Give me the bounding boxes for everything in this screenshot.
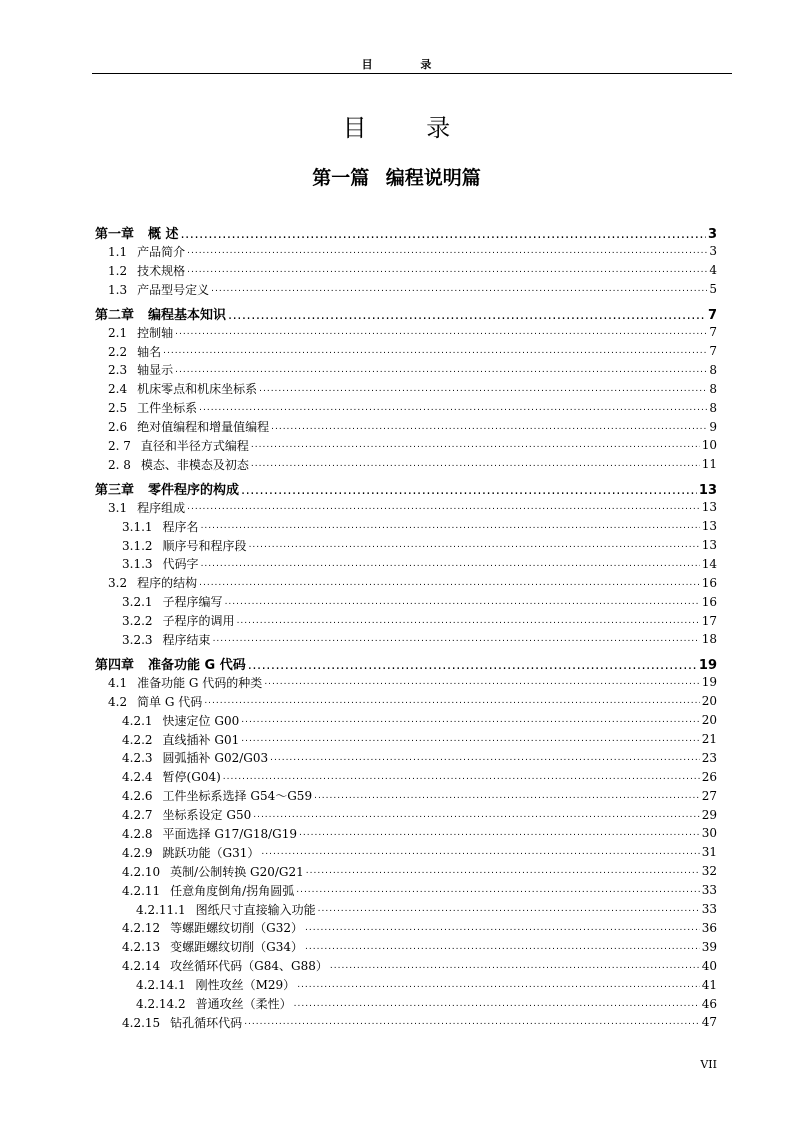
- toc-entry-label: [108, 693, 202, 710]
- toc-entry-number: 2. 7: [108, 438, 131, 453]
- toc-entry-title: 准备功能 G 代码的种类: [137, 675, 263, 690]
- dot-leader: [237, 616, 700, 626]
- dot-leader: [199, 578, 700, 588]
- toc-entry-page: 23: [701, 750, 717, 765]
- toc-entry-title: 编程基本知识: [148, 307, 227, 323]
- toc-entry-page: 8: [709, 400, 717, 415]
- dot-leader: [251, 459, 700, 469]
- toc-entry-title: 等螺距螺纹切削（G32）: [170, 921, 304, 936]
- toc-entry[interactable]: [95, 455, 717, 474]
- dot-leader: [271, 422, 707, 432]
- toc-entry[interactable]: [95, 1013, 717, 1032]
- toc-entry[interactable]: [95, 436, 717, 455]
- toc-entry-title: 控制轴: [137, 325, 174, 340]
- toc-entry-number: 第二章: [95, 307, 135, 323]
- toc-entry-label: [136, 901, 316, 918]
- dot-leader: [201, 559, 700, 569]
- toc-entry-label: [122, 731, 239, 748]
- toc-entry-label: [122, 787, 312, 804]
- toc-entry-label: [108, 674, 262, 691]
- toc-chapter-entry[interactable]: [95, 218, 717, 242]
- toc-entry[interactable]: [95, 398, 717, 417]
- toc-entry-label: [108, 243, 185, 260]
- toc-entry-page: 3: [709, 244, 717, 259]
- toc-entry-page: 27: [701, 788, 717, 803]
- toc-entry-page: 13: [701, 519, 717, 534]
- toc-entry-page: 8: [709, 362, 717, 377]
- toc-entry[interactable]: [95, 975, 717, 994]
- toc-entry[interactable]: [95, 379, 717, 398]
- toc-entry-label: [122, 844, 259, 861]
- toc-entry-label: [122, 957, 328, 974]
- dot-leader: [305, 923, 700, 933]
- toc-entry-label: [108, 324, 173, 341]
- toc-entry-number: 1.2: [108, 263, 128, 278]
- dot-leader: [251, 440, 700, 450]
- toc-entry-number: 4.2.9: [122, 845, 153, 860]
- toc-entry-title: 钻孔循环代码: [170, 1015, 243, 1030]
- dot-leader: [294, 999, 700, 1009]
- toc-entry-label: [108, 574, 197, 591]
- toc-entry-title: 快速定位 G00: [162, 713, 240, 728]
- toc-entry-label: [108, 380, 257, 397]
- toc-entry-title: 代码字: [162, 557, 199, 572]
- toc-entry-page: 7: [709, 344, 717, 358]
- toc-entry-number: 4.2.15: [122, 1015, 161, 1030]
- toc-entry-number: 4.2.14.2: [136, 997, 186, 1011]
- part-title: 第一篇 编程说明篇: [312, 167, 481, 189]
- toc-entry-title: 产品型号定义: [137, 282, 210, 297]
- toc-entry-page: 7: [709, 325, 717, 340]
- toc-entry-title: 子程序编写: [162, 595, 223, 610]
- toc-entry[interactable]: [95, 824, 717, 843]
- dot-leader: [306, 866, 700, 876]
- toc-entry-page: 7: [707, 307, 717, 323]
- toc-entry-page: 41: [701, 977, 717, 992]
- toc-entry[interactable]: [95, 611, 717, 630]
- toc-entry-title: 坐标系设定 G50: [162, 808, 252, 823]
- toc-entry-label: [95, 479, 239, 498]
- toc-entry[interactable]: [95, 956, 717, 975]
- toc-entry-number: 4.2: [108, 694, 128, 709]
- header-rule: [92, 73, 732, 74]
- toc-entry-label: [108, 343, 161, 360]
- toc-entry[interactable]: [95, 730, 717, 749]
- toc-entry-title: 普通攻丝（柔性）: [195, 997, 292, 1011]
- toc-entry-page: 30: [701, 826, 717, 841]
- toc-entry-title: 零件程序的构成: [148, 482, 240, 498]
- toc-entry-label: [122, 938, 303, 955]
- toc-entry-page: 20: [701, 713, 717, 728]
- toc-entry-label: [136, 976, 295, 993]
- dot-leader: [187, 502, 700, 512]
- toc-entry-number: 4.2.8: [122, 826, 153, 841]
- toc-entry-number: 4.2.13: [122, 940, 161, 955]
- toc-entry[interactable]: [95, 994, 717, 1013]
- toc-entry-title: 概 述: [148, 227, 179, 242]
- dot-leader: [225, 597, 700, 607]
- toc-entry-title: 暂停(G04): [162, 770, 221, 785]
- toc-entry-label: [136, 995, 292, 1012]
- dot-leader: [213, 634, 700, 644]
- toc-entry-label: [95, 654, 246, 673]
- toc-entry-number: 3.1.3: [122, 557, 153, 572]
- toc-entry-label: [122, 919, 303, 936]
- toc-entry-page: 32: [701, 864, 717, 879]
- toc-entry-number: 1.3: [108, 282, 128, 297]
- toc-chapter-entry[interactable]: [95, 649, 717, 673]
- toc-entry[interactable]: [95, 692, 717, 711]
- toc-entry-page: 9: [709, 419, 717, 434]
- toc-entry-title: 工件坐标系选择 G54～G59: [162, 789, 313, 804]
- toc-entry-label: [122, 749, 268, 766]
- toc-entry-label: [108, 399, 197, 416]
- dot-leader: [253, 810, 700, 820]
- toc-entry-label: [122, 537, 247, 554]
- toc-entry-label: [122, 768, 221, 785]
- toc-entry-page: 20: [701, 694, 717, 709]
- toc-entry-number: 1.1: [108, 244, 128, 259]
- toc-entry-title: 工件坐标系: [137, 401, 198, 416]
- toc-entry-number: 4.2.14: [122, 959, 161, 974]
- toc-entry-number: 4.2.14.1: [136, 978, 186, 993]
- dot-leader: [163, 346, 707, 356]
- toc-entry-label: [122, 612, 235, 629]
- toc-entry-page: 17: [701, 613, 717, 628]
- toc-entry-title: 模态、非模态及初态: [140, 457, 249, 472]
- toc-entry-number: 4.2.7: [122, 808, 153, 823]
- dot-leader: [318, 904, 700, 914]
- toc-entry-title: 圆弧插补 G02/G03: [162, 751, 269, 766]
- toc-entry-label: [122, 882, 294, 899]
- toc-entry-page: 5: [709, 282, 717, 297]
- toc-entry-page: 13: [701, 538, 717, 553]
- toc-entry-number: 3.2: [108, 576, 128, 591]
- toc-entry-page: 8: [709, 381, 717, 396]
- toc-entry-number: 4.2.2: [122, 732, 153, 747]
- toc-entry-number: 3.1.2: [122, 538, 153, 553]
- toc-entry-title: 轴名: [137, 344, 162, 359]
- toc-entry-label: [108, 418, 269, 435]
- toc-entry-label: [122, 555, 199, 572]
- toc-entry-label: [108, 361, 173, 378]
- toc-entry-number: 2.5: [108, 401, 128, 416]
- toc-chapter-entry[interactable]: [95, 299, 717, 323]
- toc-entry[interactable]: [95, 711, 717, 730]
- toc-entry-label: [122, 631, 211, 648]
- table-of-contents: [95, 218, 717, 1032]
- toc-entry-page: 14: [701, 556, 717, 571]
- toc-entry[interactable]: [95, 919, 717, 938]
- toc-entry-number: 2.1: [108, 325, 128, 340]
- toc-entry-number: 4.1: [108, 675, 128, 690]
- toc-entry-label: [95, 304, 226, 323]
- toc-entry-title: 跳跃功能（G31）: [162, 845, 260, 860]
- page-number: VII: [700, 1058, 717, 1071]
- dot-leader: [241, 715, 700, 725]
- toc-entry-label: [122, 712, 239, 729]
- toc-entry-label: [95, 223, 179, 242]
- toc-entry-page: 36: [701, 920, 717, 935]
- toc-entry-page: 4: [709, 263, 717, 278]
- toc-entry-label: [122, 593, 223, 610]
- toc-entry-number: 3.2.2: [122, 614, 153, 629]
- toc-entry-page: 39: [701, 939, 717, 954]
- dot-leader: [241, 734, 700, 744]
- toc-entry[interactable]: [95, 342, 717, 361]
- toc-entry-number: 4.2.11.1: [136, 902, 186, 917]
- toc-entry-page: 16: [701, 575, 717, 590]
- toc-entry[interactable]: [95, 862, 717, 881]
- toc-entry-page: 33: [701, 883, 717, 898]
- toc-entry[interactable]: [95, 554, 717, 573]
- dot-leader: [248, 658, 697, 673]
- toc-entry-number: 3.1.1: [122, 519, 153, 534]
- toc-entry-number: 2.3: [108, 363, 128, 378]
- toc-entry[interactable]: [95, 417, 717, 436]
- toc-entry-title: 机床零点和机床坐标系: [137, 382, 258, 397]
- toc-entry-label: [108, 456, 249, 473]
- dot-leader: [175, 327, 707, 337]
- dot-leader: [314, 791, 700, 801]
- toc-chapter-entry[interactable]: [95, 474, 717, 498]
- toc-entry-title: 图纸尺寸直接输入功能: [195, 902, 316, 917]
- dot-leader: [330, 961, 700, 971]
- toc-entry-title: 简单 G 代码: [137, 694, 203, 709]
- dot-leader: [201, 521, 700, 531]
- toc-entry-title: 技术规格: [137, 263, 186, 278]
- dot-leader: [241, 483, 697, 498]
- toc-entry-label: [108, 499, 185, 516]
- toc-entry-number: 4.2.10: [122, 864, 161, 879]
- toc-entry[interactable]: [95, 767, 717, 786]
- toc-entry-page: 29: [701, 807, 717, 822]
- toc-entry-title: 程序结束: [162, 632, 211, 647]
- toc-entry-number: 2. 8: [108, 457, 131, 472]
- toc-entry-title: 变螺距螺纹切削（G34）: [170, 940, 304, 955]
- toc-entry-title: 英制/公制转换 G20/G21: [170, 864, 304, 879]
- toc-entry-page: 19: [701, 675, 717, 690]
- toc-entry-title: 任意角度倒角/拐角圆弧: [170, 883, 295, 898]
- toc-entry-number: 4.2.11: [122, 883, 161, 898]
- toc-entry-title: 绝对值编程和增量值编程: [137, 420, 270, 435]
- toc-entry-page: 47: [701, 1015, 717, 1030]
- toc-entry-title: 产品简介: [137, 244, 186, 259]
- toc-entry-number: 2.6: [108, 420, 128, 435]
- toc-entry-number: 3.1: [108, 500, 128, 515]
- dot-leader: [270, 753, 700, 763]
- toc-entry-title: 顺序号和程序段: [162, 538, 247, 553]
- toc-entry-page: 10: [701, 438, 717, 453]
- dot-leader: [187, 265, 707, 275]
- toc-entry[interactable]: [95, 748, 717, 767]
- toc-entry-page: 31: [701, 845, 717, 860]
- toc-entry-title: 直径和半径方式编程: [140, 438, 249, 453]
- toc-entry[interactable]: [95, 536, 717, 555]
- toc-entry-title: 刚性攻丝（M29）: [195, 978, 296, 993]
- toc-entry[interactable]: [95, 937, 717, 956]
- toc-entry[interactable]: [95, 805, 717, 824]
- toc-entry[interactable]: [95, 261, 717, 280]
- toc-entry-label: [122, 825, 297, 842]
- toc-entry-page: 13: [701, 500, 717, 515]
- running-header: 目 录: [361, 58, 454, 71]
- toc-entry[interactable]: [95, 517, 717, 536]
- toc-entry-label: [122, 806, 251, 823]
- dot-leader: [296, 885, 700, 895]
- toc-entry-page: 3: [707, 227, 717, 242]
- toc-entry-title: 程序名: [162, 519, 199, 534]
- toc-entry-title: 轴显示: [137, 363, 174, 378]
- dot-leader: [204, 696, 699, 706]
- dot-leader: [259, 384, 707, 394]
- dot-leader: [297, 980, 700, 990]
- toc-entry-title: 程序组成: [137, 500, 186, 515]
- toc-entry-page: 16: [701, 594, 717, 609]
- toc-entry-number: 2.2: [108, 344, 128, 359]
- toc-entry-number: 3.2.3: [122, 632, 153, 647]
- toc-entry-title: 准备功能 G 代码: [148, 657, 246, 673]
- toc-entry-number: 4.2.6: [122, 789, 153, 804]
- toc-entry-label: [122, 518, 199, 535]
- toc-entry-number: 4.2.4: [122, 770, 153, 785]
- toc-entry-number: 4.2.12: [122, 921, 161, 936]
- toc-entry-number: 第一章: [95, 227, 135, 242]
- toc-entry[interactable]: [95, 360, 717, 379]
- toc-entry-number: 第三章: [95, 482, 135, 498]
- toc-entry-number: 3.2.1: [122, 595, 153, 610]
- dot-leader: [299, 828, 700, 838]
- toc-entry[interactable]: [95, 900, 717, 919]
- dot-leader: [175, 365, 707, 375]
- dot-leader: [187, 246, 707, 256]
- toc-entry-label: [122, 1014, 242, 1031]
- toc-entry-label: [122, 863, 304, 880]
- toc-entry-number: 4.2.1: [122, 713, 153, 728]
- toc-entry-page: 19: [698, 657, 717, 673]
- toc-entry[interactable]: [95, 280, 717, 299]
- toc-entry[interactable]: [95, 323, 717, 342]
- dot-leader: [305, 942, 700, 952]
- toc-entry[interactable]: [95, 242, 717, 261]
- toc-entry[interactable]: [95, 630, 717, 649]
- dot-leader: [181, 227, 706, 242]
- dot-leader: [228, 308, 706, 323]
- dot-leader: [261, 847, 699, 857]
- dot-leader: [244, 1017, 700, 1027]
- toc-entry[interactable]: [95, 843, 717, 862]
- toc-entry-title: 子程序的调用: [162, 614, 235, 629]
- toc-entry[interactable]: [95, 786, 717, 805]
- page-title: 目 录: [342, 114, 477, 142]
- toc-entry-title: 攻丝循环代码（G84、G88）: [170, 959, 328, 974]
- toc-entry-title: 平面选择 G17/G18/G19: [162, 826, 298, 841]
- toc-entry[interactable]: [95, 573, 717, 592]
- dot-leader: [211, 284, 707, 294]
- toc-entry-title: 程序的结构: [137, 576, 198, 591]
- toc-entry[interactable]: [95, 592, 717, 611]
- toc-entry-number: 第四章: [95, 657, 135, 673]
- toc-entry-page: 26: [701, 769, 717, 784]
- toc-entry-title: 直线插补 G01: [162, 732, 240, 747]
- toc-entry-page: 40: [701, 958, 717, 973]
- toc-entry-page: 11: [701, 457, 717, 472]
- toc-entry-label: [108, 281, 209, 298]
- toc-entry-label: [108, 437, 249, 454]
- toc-entry-label: [108, 262, 185, 279]
- toc-entry[interactable]: [95, 881, 717, 900]
- dot-leader: [199, 403, 707, 413]
- toc-entry-page: 46: [701, 996, 717, 1011]
- dot-leader: [264, 677, 699, 687]
- toc-entry-page: 33: [701, 902, 717, 917]
- toc-entry[interactable]: [95, 673, 717, 692]
- toc-entry-page: 21: [701, 732, 717, 747]
- toc-entry[interactable]: [95, 498, 717, 517]
- dot-leader: [223, 772, 700, 782]
- toc-entry-page: 18: [701, 632, 717, 647]
- toc-entry-number: 2.4: [108, 382, 128, 397]
- toc-entry-page: 13: [698, 482, 717, 498]
- dot-leader: [249, 540, 700, 550]
- toc-entry-number: 4.2.3: [122, 751, 153, 766]
